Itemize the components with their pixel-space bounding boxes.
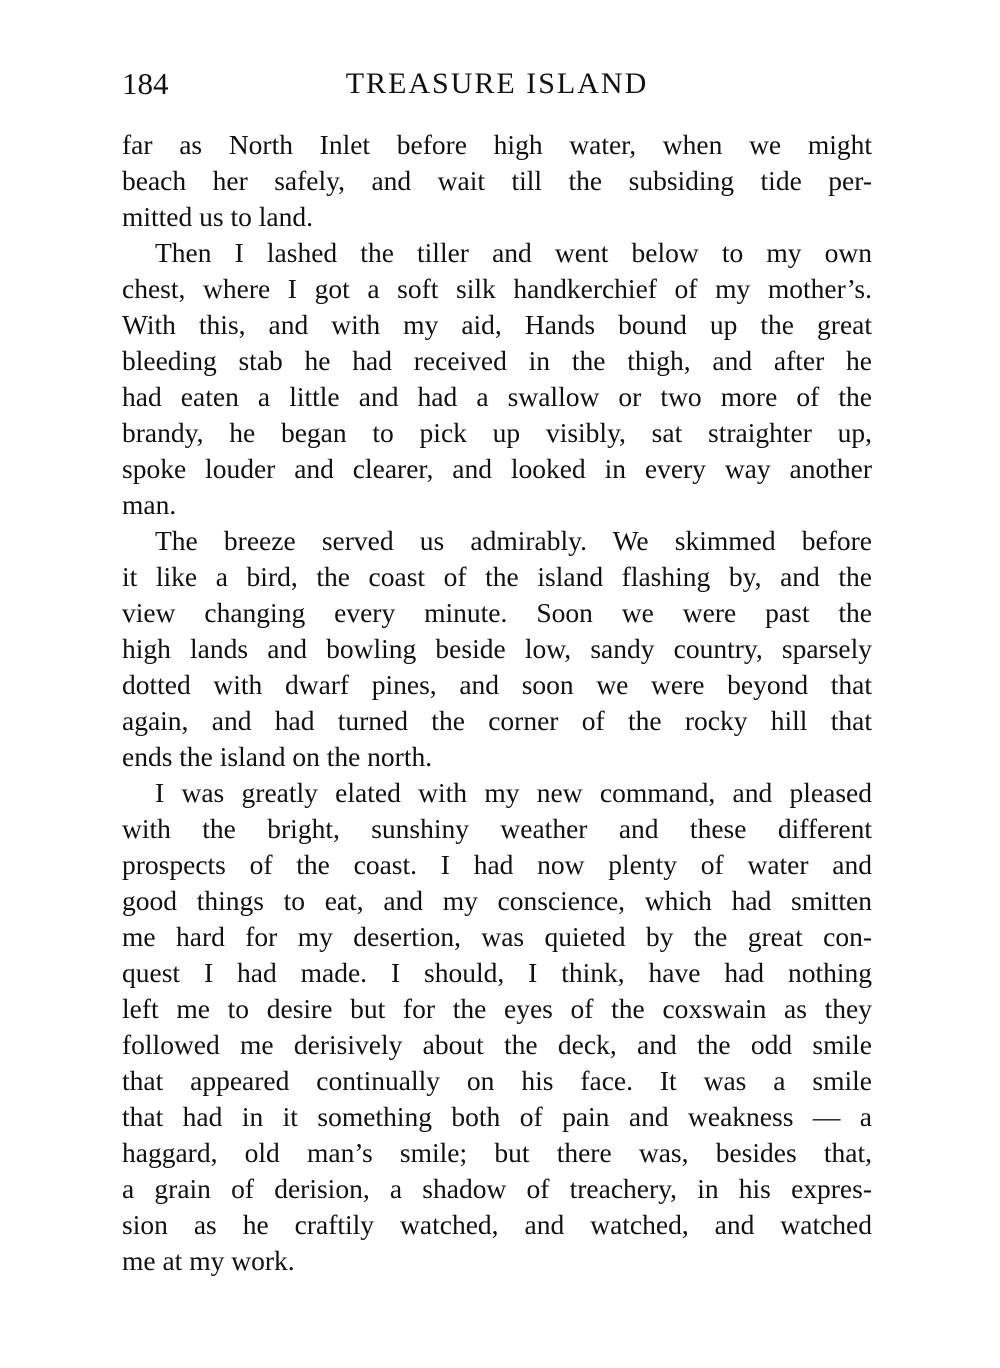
paragraph	[122, 127, 872, 235]
text-line: beach her safely, and wait till the subsiding tide per-	[122, 165, 872, 196]
text-line: view changing every minute. Soon we were past the	[122, 597, 872, 628]
text-line: that appeared continually on his face. It was a smile	[122, 1065, 872, 1096]
text-line: prospects of the coast. I had now plenty of water and	[122, 849, 872, 880]
text-line: good things to eat, and my conscience, which had smitten	[122, 885, 872, 916]
text-line: bleeding stab he had received in the thigh, and after he	[122, 345, 872, 376]
text-line: followed me derisively about the deck, and the odd smile	[122, 1029, 872, 1060]
body-text	[122, 127, 872, 1279]
text-line: brandy, he began to pick up visibly, sat straighter up,	[122, 417, 872, 448]
text-line: high lands and bowling beside low, sandy country, sparsely	[122, 633, 872, 664]
text-line: left me to desire but for the eyes of the coxswain as they	[122, 993, 872, 1024]
text-line: me at my work.	[122, 1245, 295, 1276]
running-head	[122, 62, 872, 106]
text-line: I was greatly elated with my new command, and pleased	[155, 777, 872, 808]
page-number: 184	[122, 66, 169, 101]
text-line: ends the island on the north.	[122, 741, 433, 772]
text-line: dotted with dwarf pines, and soon we were beyond that	[122, 669, 872, 700]
text-line: chest, where I got a soft silk handkerchief of my mother’s.	[122, 273, 872, 304]
text-line: far as North Inlet before high water, when we might	[122, 129, 872, 160]
text-line: had eaten a little and had a swallow or two more of the	[122, 381, 872, 412]
text-line: mitted us to land.	[122, 201, 313, 232]
text-line: The breeze served us admirably. We skimmed before	[155, 525, 872, 556]
book-title: TREASURE ISLAND	[345, 67, 649, 100]
text-line: it like a bird, the coast of the island flashing by, and the	[122, 561, 872, 592]
text-line: haggard, old man’s smile; but there was, besides that,	[122, 1137, 872, 1168]
text-line: again, and had turned the corner of the rocky hill that	[122, 705, 872, 736]
text-line: with the bright, sunshiny weather and these different	[122, 813, 872, 844]
text-line: With this, and with my aid, Hands bound up the great	[122, 309, 872, 340]
text-line: spoke louder and clearer, and looked in every way another	[122, 453, 872, 484]
paragraph	[122, 523, 872, 775]
text-line: man.	[122, 489, 177, 520]
text-line: Then I lashed the tiller and went below to my own	[155, 237, 872, 268]
text-line: me hard for my desertion, was quieted by the great con-	[122, 921, 872, 952]
text-line: quest I had made. I should, I think, have had nothing	[122, 957, 872, 988]
paragraph	[122, 775, 872, 1279]
text-line: a grain of derision, a shadow of treachery, in his expres-	[122, 1173, 872, 1204]
paragraph	[122, 235, 872, 523]
text-line: that had in it something both of pain and weakness — a	[122, 1101, 872, 1132]
text-line: sion as he craftily watched, and watched, and watched	[122, 1209, 872, 1240]
